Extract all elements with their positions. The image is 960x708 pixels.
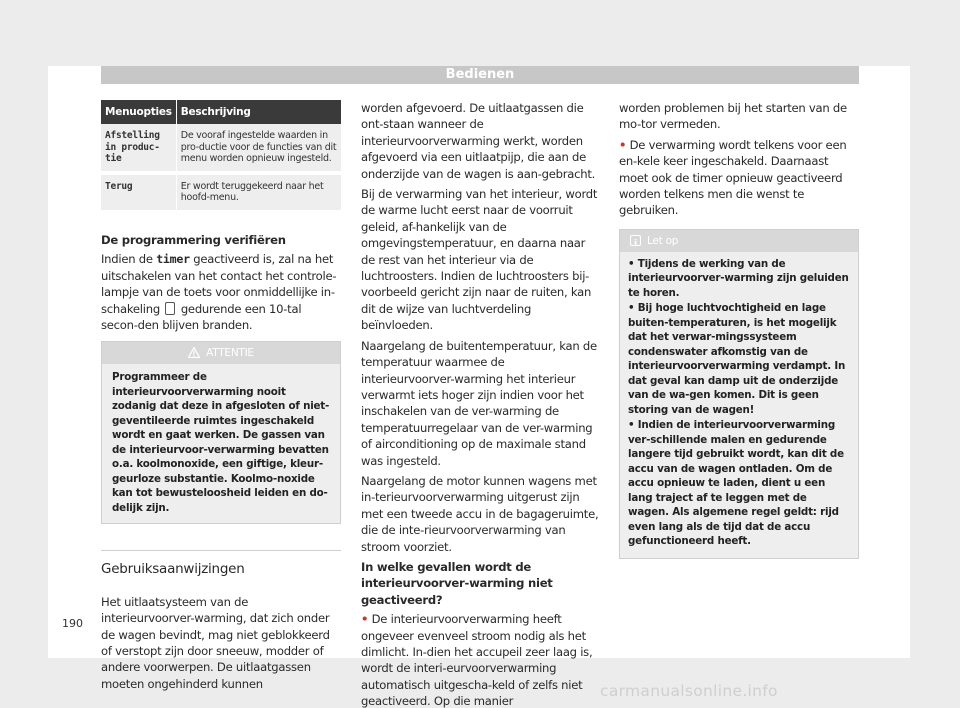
column-left [101, 100, 341, 696]
note-box [619, 229, 859, 559]
table-row [101, 124, 341, 173]
warning-triangle-icon [188, 347, 200, 358]
column-right [619, 100, 859, 559]
verify-paragraph: Indien de timer geactiveerd is, zal na het uitschakelen van het contact het controle-lampje van de toets voor onmiddellijke in-schakeling gedurende een 10-tal secon-den blijven branden. [101, 252, 337, 332]
note-item: • Bij hoge luchtvochtigheid en lage buiten-temperaturen, is het mogelijk dat het verwar-mingssysteem condenswater afkomstig van de interieurvoorverwarming verdampt. In dat geval kan damp uit de onderzijde van de wa-gen komen. Dit is geen storing van de wagen! [628, 302, 846, 416]
paragraph: worden afgevoerd. De uitlaatgassen die ont-staan wanneer de interieurvoorverwarming werkt, worden afgevoerd via een uitlaatpijp, die aan de onderzijde van de wagen is aan-gebracht. [361, 101, 596, 181]
table-cell-option: Afstelling in produc-tie [101, 124, 176, 173]
paragraph: Bij de verwarming van het interieur, wordt de warme lucht eerst naar de voorruit geleid, af-hankelijk van de omgevingstemperatuur, en daarna naar de rest van het interieur via de luchtroosters. Indien de luchtroosters bij-voorbeeld gericht zijn naar de ruiten, kan dit de wijze van luchtverdeling beïnvloeden. [361, 187, 598, 333]
warning-header [102, 342, 340, 364]
table-cell-description: De vooraf ingestelde waarden in pro-ductie voor de functies van dit menu worden opnieuw ingesteld. [176, 124, 341, 173]
paragraph: worden problemen bij het starten van de mo-tor vermeden. [619, 101, 847, 132]
note-label: Let op [647, 234, 679, 247]
heater-button-icon [165, 302, 175, 315]
bullet-icon: • [628, 419, 635, 432]
table-header-options: Menuopties [101, 100, 176, 124]
bullet-icon: • [361, 612, 369, 627]
note-item: • Indien de interieurvoorverwarming ver-schillende malen en gedurende langere tijd gebruikt wordt, kan dit de accu van de wagen ontladen. Om de accu opnieuw te laden, dient u een lang traject af te leggen met de wagen. Als algemene regel geldt: rijd even lang als de tijd dat de accu gefunctioneerd heeft. [628, 419, 844, 548]
watermark: carmanualsonline.info [600, 682, 778, 700]
table-cell-description: Er wordt teruggekeerd naar het hoofd-menu. [176, 173, 341, 210]
menu-options-table [101, 100, 341, 210]
warning-text: Programmeer de interieurvoorverwarming nooit zodanig dat deze in afgesloten of niet-geventileerde ruimtes ingeschakeld wordt en gaat werken. De gassen van de interieurvoor-verwarming bevatten o.a. koolmonoxide, een giftige, kleur- geurloze substantie. Koolmo-noxide kan tot bewusteloosheid leiden en do-delijk zijn. [112, 371, 330, 514]
warning-box [101, 341, 341, 524]
section-header: Bedienen [101, 66, 859, 84]
verify-heading: De programmering verifiëren [101, 232, 286, 247]
question-heading: In welke gevallen wordt de interieurvoorver-warming niet geactiveerd? [361, 559, 553, 607]
column-middle [361, 100, 601, 708]
table-cell-option: Terug [101, 173, 176, 210]
warning-label: ATTENTIE [206, 347, 254, 360]
info-icon [630, 235, 641, 246]
note-body [620, 252, 858, 558]
usage-section-title: Gebruiksaanwijzingen [101, 550, 341, 577]
paragraph: Naargelang de buitentemperatuur, kan de temperatuur waarmee de interieurvoorver-warming het interieur verwarmt iets hoger zijn indien voor het inschakelen van de ver-warming de temperatuurregelaar van de ver-warming of airconditioning op de maximale stand was ingesteld. [361, 338, 597, 468]
usage-paragraph: Het uitlaatsysteem van de interieurvoorver-warming, dat zich onder de wagen bevindt, mag niet geblokkeerd of verstopt zijn door sneeuw, modder of andere voorwerpen. De uitlaatgassen moeten ongehinderd kunnen [101, 594, 330, 691]
bullet-item: • De interieurvoorverwarming heeft ongeveer evenveel stroom nodig als het dimlicht. In-dien het accupeil zeer laag is, wordt de interi-eurvoorverwarming automatisch uitgescha-keld of zelfs niet geactiveerd. Op die manier [361, 612, 593, 708]
timer-keyword: timer [156, 252, 190, 267]
bullet-icon: • [619, 137, 627, 152]
bullet-item: • De verwarming wordt telkens voor een en-kele keer ingeschakeld. Daarnaast moet ook de timer opnieuw geactiveerd worden telkens men die wenst te gebruiken. [619, 137, 847, 218]
table-row [101, 173, 341, 210]
paragraph: Naargelang de motor kunnen wagens met in-terieurvoorverwarming uitgerust zijn met een tweede accu in de bagageruimte, die de inte-rieurvoorverwarming van stroom voorziet. [361, 473, 599, 554]
bullet-icon: • [628, 257, 635, 270]
bullet-icon: • [628, 302, 635, 315]
page-number: 190 [62, 617, 83, 630]
table-header-description: Beschrijving [176, 100, 341, 124]
note-header [620, 230, 858, 252]
note-item: • Tijdens de werking van de interieurvoorver-warming zijn geluiden te horen. [628, 257, 849, 299]
